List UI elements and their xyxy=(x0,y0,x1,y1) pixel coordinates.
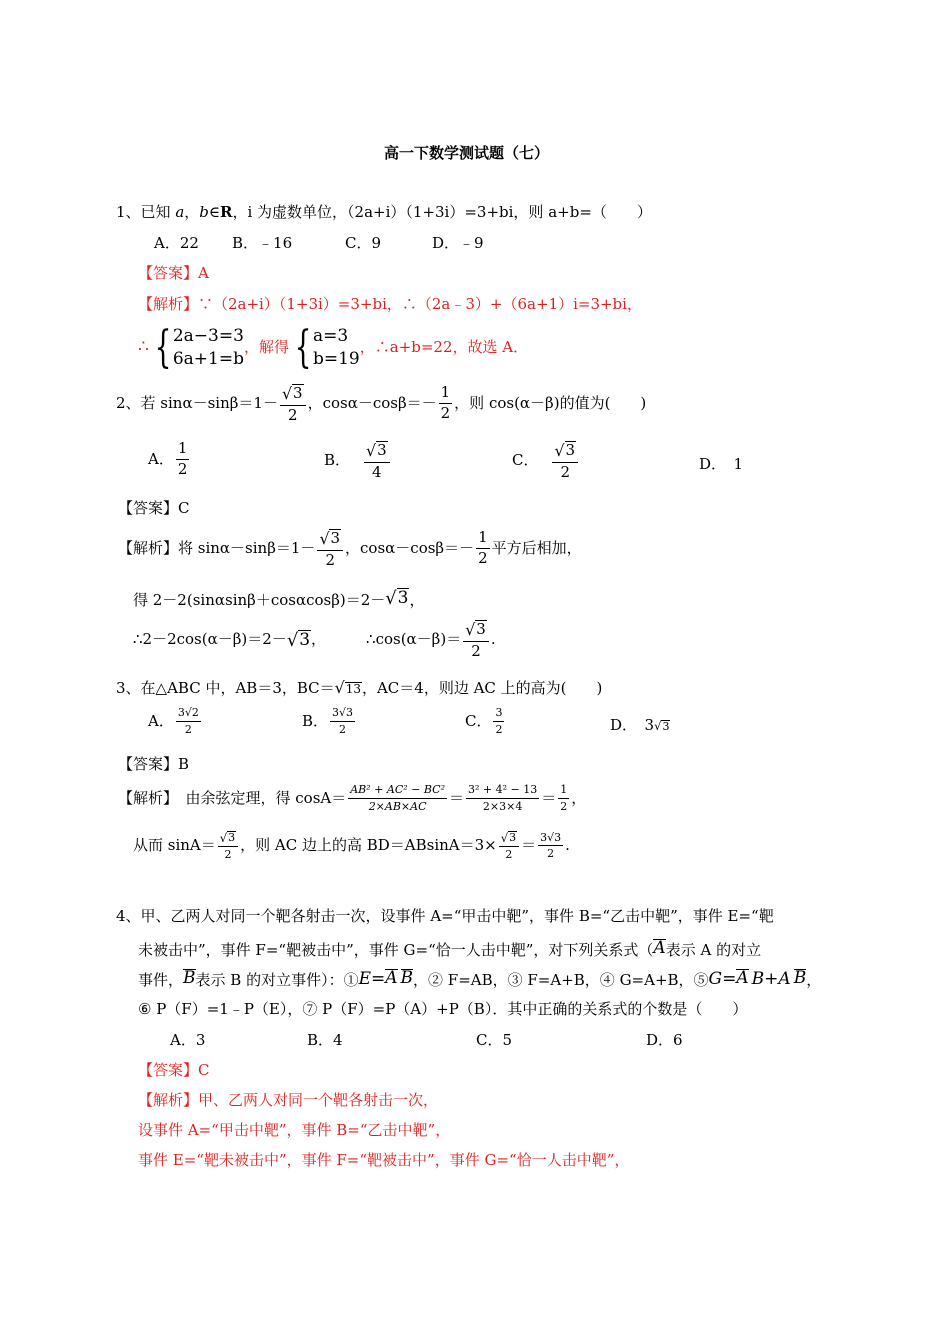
q4-abar2: A xyxy=(385,968,398,988)
q1-option-b: B．﹣16 xyxy=(232,234,293,252)
q2-opt-a-frac xyxy=(176,441,190,478)
q3-eq2: ＝ xyxy=(541,788,557,807)
q2-analysis-den: 2 xyxy=(325,550,335,569)
q4-bbar2: B xyxy=(400,968,414,988)
q1-stem-text: 1、已知 xyxy=(116,203,171,221)
q2-line3-frac-sqrt: 3 xyxy=(476,620,486,638)
q4-line3-d: ， xyxy=(806,970,822,989)
q3-opt-d-label: D． 3 xyxy=(610,716,655,734)
q3-line2-c: ＝ xyxy=(521,836,537,855)
q1-option-c: C．9 xyxy=(345,234,382,252)
brace-icon: { xyxy=(294,321,312,373)
q2-opt-c-den: 2 xyxy=(560,462,571,481)
q2-den: 2 xyxy=(287,405,298,424)
q4-G: G xyxy=(708,968,723,989)
q3-opt-c-num: 3 xyxy=(493,707,504,722)
q3-comma: ， xyxy=(571,788,587,807)
q2-analysis-den2: 2 xyxy=(478,549,488,568)
q4-plus: + xyxy=(764,968,779,989)
q2-opt-b-frac: √ 3 4 xyxy=(364,441,390,480)
q2-line3-frac: √ 3 2 xyxy=(463,620,489,659)
q3-frac3-den: 2 xyxy=(560,799,568,813)
q3-line2-frac2: √ 3 2 xyxy=(499,831,519,861)
q2-frac-half xyxy=(439,385,453,422)
q2-opt-c-frac: √ 3 2 xyxy=(552,441,578,480)
q3-line2-den3: 2 xyxy=(547,847,555,861)
q4-line-3 xyxy=(138,969,821,988)
q2-analysis-3: ∴2－2cos(α－β)＝2－ √ 3 ， ∴cos(α－β)＝ √ 3 2 . xyxy=(133,619,496,660)
q2-line2-a: 得 2－2(sinαsinβ＋cosαcosβ)＝2－ xyxy=(133,590,386,609)
q3-opt-a-label: A． xyxy=(148,711,174,730)
q4-option-d: D．6 xyxy=(646,1031,683,1049)
q3-stem-a: 3、在△ABC 中，AB＝3，BC＝ xyxy=(116,678,335,697)
q2-line2-sqrt: 3 xyxy=(397,588,409,608)
q2-line3-d: . xyxy=(490,630,496,649)
q4-bbar3: B xyxy=(793,968,807,988)
q1-option-a: A．22 xyxy=(154,234,199,252)
q2-line3-b: ， xyxy=(311,630,327,649)
q4-line2-b: 表示 A 的对立 xyxy=(665,940,762,959)
q1-system-2 xyxy=(289,321,360,373)
q4-abar3: A xyxy=(736,968,749,988)
q3-line2-den1: 2 xyxy=(224,848,232,862)
q1-stem-rest: ，i 为虚数单位，（2a+i）（1+3i）=3+bi，则 a+b=（ ） xyxy=(232,203,652,221)
q4-E: E xyxy=(358,968,371,989)
q2-opt-b-den: 4 xyxy=(372,462,382,481)
q3-opt-b-frac xyxy=(330,707,355,735)
q4-option-a: A．3 xyxy=(170,1031,206,1049)
q3-analysis-frac1 xyxy=(348,784,447,812)
q4-line3-b: 表示 B 的对立事件）：① xyxy=(195,970,359,989)
q2-analysis-num: 1 xyxy=(476,530,490,549)
q1-comma: ， xyxy=(184,203,200,221)
q4-option-b: B．4 xyxy=(307,1031,343,1049)
q4-line-2 xyxy=(138,939,761,958)
q3-opt-b-num: 3√3 xyxy=(330,707,355,722)
q4-abar: A xyxy=(653,938,666,958)
q3-line2-b: ，则 AC 边上的高 BD＝ABsinA＝3× xyxy=(240,836,497,855)
q1-system-line xyxy=(138,321,529,373)
q2-option-a xyxy=(148,441,191,478)
q2-analysis-b: ，cosα－cosβ＝－ xyxy=(345,539,475,558)
q1-answer: 【答案】A xyxy=(138,264,209,282)
q4-option-c: C．5 xyxy=(476,1031,513,1049)
q2-opt-b-sqrt: 3 xyxy=(377,441,387,459)
q4-b: B xyxy=(751,968,765,989)
q2-stem-a: 2、若 sinα－sinβ＝1－ xyxy=(116,394,278,413)
q3-option-a xyxy=(148,707,203,735)
q2-opt-b-label: B． xyxy=(324,451,351,470)
q4-bbar: B xyxy=(183,968,196,988)
q3-opt-c-label: C． xyxy=(465,711,492,730)
q1-therefore: ∴ xyxy=(138,337,149,358)
q4-analysis-2: 设事件 A=“甲击中靶”，事件 B=“乙击中靶”， xyxy=(138,1121,451,1139)
q1-tail: ，∴a+b=22，故选 A． xyxy=(359,338,529,357)
q3-analysis-1 xyxy=(118,784,586,812)
q3-stem-b: ，AC＝4，则边 AC 上的高为( ) xyxy=(361,678,603,697)
q3-frac2-den: 2×3×4 xyxy=(482,799,523,813)
q2-sqrt-arg: 3 xyxy=(293,384,303,402)
q2-analysis-2: 得 2－2(sinαsinβ＋cosαcosβ)＝2－ √ 3 ， xyxy=(133,587,425,609)
q4-line3-c: ，② F=AB，③ F=A+B，④ G=A+B，⑤ xyxy=(413,970,709,989)
q3-frac1-den: 2×AB×AC xyxy=(368,799,427,813)
q4-a: A xyxy=(778,968,791,989)
q1-option-d: D．﹣9 xyxy=(432,234,484,252)
q3-frac3-num: 1 xyxy=(558,784,569,799)
q3-opt-a-frac xyxy=(176,707,201,735)
q1-sys2-row1: a=3 xyxy=(312,326,349,346)
q3-frac1-num: AB² + AC² − BC² xyxy=(348,784,447,799)
q2-analysis-frac2 xyxy=(476,530,490,567)
q2-frac-sqrt3-2: √ 3 2 xyxy=(280,384,306,423)
q1-in: ∈ xyxy=(208,203,221,221)
q3-opt-c-frac xyxy=(493,707,504,735)
q2-line3-a: ∴2－2cos(α－β)＝2－ xyxy=(133,630,287,649)
q2-stem-b: ，cosα－cosβ＝－ xyxy=(307,394,437,413)
q2-analysis-frac1: √ 3 2 xyxy=(317,529,343,568)
q1-stem xyxy=(116,205,652,220)
q2-line3-c: ∴cos(α－β)＝ xyxy=(366,630,462,649)
q2-line3-sqrt: 3 xyxy=(299,629,311,650)
q3-dot: . xyxy=(565,836,570,855)
q3-opt-a-num: 3√2 xyxy=(176,707,201,722)
q3-stem-sqrt: 13 xyxy=(345,681,361,696)
q3-line2-a: 从而 sinA＝ xyxy=(133,836,216,855)
q4-eq: = xyxy=(371,968,386,989)
q1-sys1-row1: 2a−3=3 xyxy=(172,326,244,346)
q3-opt-c-den: 2 xyxy=(495,722,503,736)
q3-option-b xyxy=(302,707,357,735)
q2-stem xyxy=(116,384,646,423)
q2-analysis-sqrt: 3 xyxy=(330,529,341,547)
q2-num: 1 xyxy=(439,385,453,404)
q3-line2-frac3 xyxy=(538,832,563,860)
q4-line-4: ⑥ P（F）=1﹣P（E），⑦ P（F）=P（A）+P（B）．其中正确的关系式的个数是（ ） xyxy=(138,1000,748,1018)
q2-opt-c-sqrt: 3 xyxy=(565,441,576,459)
brace-icon: { xyxy=(154,321,172,373)
q2-opt-a-den: 2 xyxy=(177,459,188,478)
q4-analysis-3: 事件 E=“靶未被击中”，事件 F=“靶被击中”，事件 G=“恰一人击中靶”， xyxy=(138,1151,630,1169)
q3-line2-num3: 3√3 xyxy=(538,832,563,847)
q1-var-a: a xyxy=(175,203,185,221)
q3-line2-frac1: √ 3 2 xyxy=(218,831,238,861)
q3-opt-a-den: 2 xyxy=(184,722,192,736)
q3-answer: 【答案】B xyxy=(118,755,190,773)
q3-analysis-frac2 xyxy=(466,784,539,812)
q1-solve-label: ，解得 xyxy=(243,338,289,357)
page-title: 高一下数学测试题（七） xyxy=(384,144,550,162)
q3-analysis-a: 【解析】 由余弦定理，得 cosA＝ xyxy=(118,788,347,807)
q1-system-1 xyxy=(149,321,244,373)
q2-analysis-1 xyxy=(118,529,582,568)
q3-line2-sqrt2: 3 xyxy=(509,831,517,844)
q1-sys2-row2: b=19 xyxy=(312,348,360,369)
q2-analysis-c: 平方后相加， xyxy=(491,539,582,558)
q2-opt-a-label: A． xyxy=(148,449,174,468)
q1-R: R xyxy=(220,203,233,221)
q2-line3-frac-den: 2 xyxy=(471,641,481,660)
q1-var-b: b xyxy=(199,203,209,221)
q4-line2-a: 未被击中”，事件 F=“靶被击中”，事件 G=“恰一人击中靶”，对下列关系式（ xyxy=(138,940,654,959)
q2-den: 2 xyxy=(440,404,451,423)
q4-line-1: 4、甲、乙两人对同一个靶各射击一次，设事件 A=“甲击中靶”，事件 B=“乙击中靶”，事件 E=“靶 xyxy=(116,907,774,925)
q4-eq2: = xyxy=(722,968,737,989)
q3-line2-den2: 2 xyxy=(505,848,513,862)
q3-stem: 3、在△ABC 中，AB＝3，BC＝ √ 13 ，AC＝4，则边 AC 上的高为( ) xyxy=(116,678,603,697)
q1-sys1-row2: 6a+1=b xyxy=(172,348,244,369)
q3-opt-b-label: B． xyxy=(302,711,329,730)
q3-analysis-frac3 xyxy=(558,784,569,812)
q3-opt-b-den: 2 xyxy=(339,722,347,736)
q1-analysis: 【解析】∵（2a+i）（1+3i）=3+bi，∴（2a﹣3）+（6a+1）i=3+bi， xyxy=(138,295,642,313)
q3-option-d: D． 3 √ 3 xyxy=(610,716,670,734)
q2-stem-c: ，则 cos(α－β)的值为( ) xyxy=(454,394,647,413)
q3-analysis-2 xyxy=(133,831,570,861)
q3-frac2-num: 3² + 4² − 13 xyxy=(466,784,539,799)
q4-analysis-1: 【解析】甲、乙两人对同一个靶各射击一次， xyxy=(138,1091,439,1109)
q3-opt-d-sqrt: 3 xyxy=(662,719,670,733)
q3-eq1: ＝ xyxy=(448,788,464,807)
q4-answer: 【答案】C xyxy=(138,1061,210,1079)
q2-option-c xyxy=(512,441,580,480)
q2-opt-c-label: C． xyxy=(512,451,539,470)
q2-opt-a-num: 1 xyxy=(176,441,190,460)
q3-line2-sqrt1: 3 xyxy=(228,831,236,844)
q3-option-c xyxy=(465,707,506,735)
q2-option-b xyxy=(324,441,392,480)
q4-line3-a: 事件， xyxy=(138,970,184,989)
q2-analysis-a: 【解析】将 sinα－sinβ＝1－ xyxy=(118,539,316,558)
q2-answer: 【答案】C xyxy=(118,499,190,517)
q2-option-d: D． 1 xyxy=(699,455,744,473)
